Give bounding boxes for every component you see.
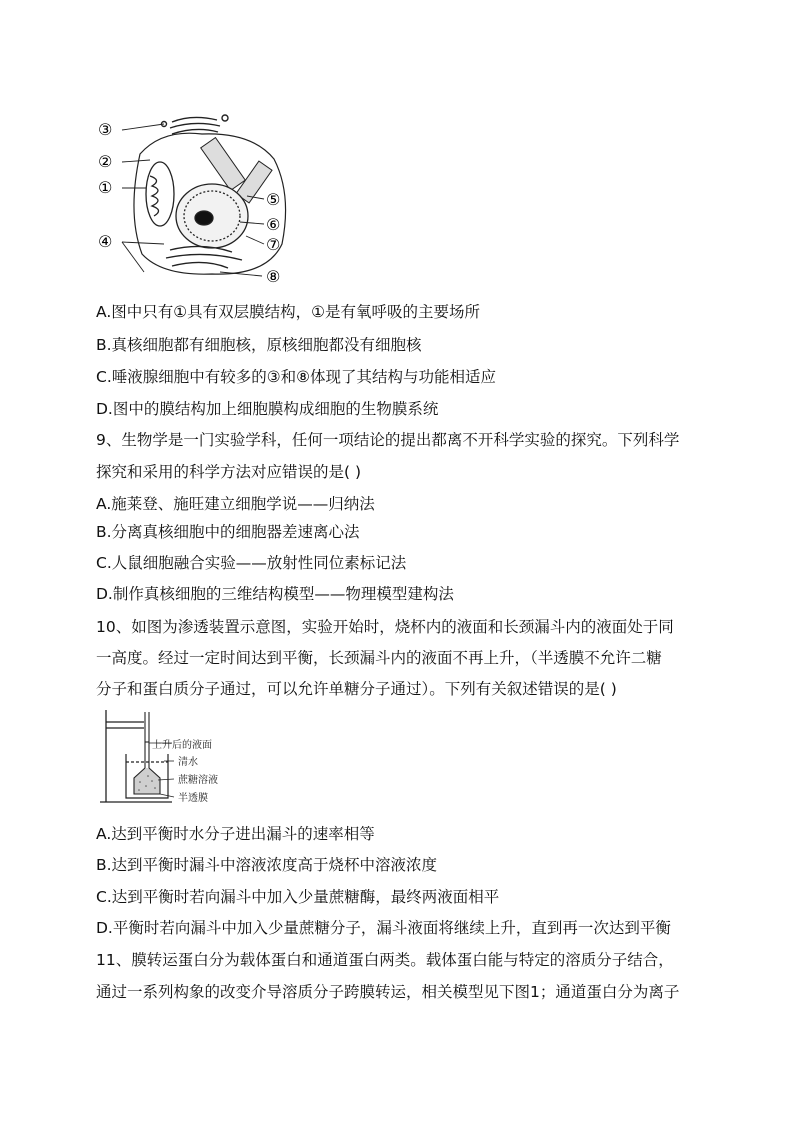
cell-label-5: ⑤ — [266, 190, 281, 209]
golgi-apparatus — [162, 115, 229, 134]
q10-option-b: B.达到平衡时漏斗中溶液浓度高于烧杯中溶液浓度 — [96, 856, 438, 874]
cell-label-3: ③ — [98, 120, 113, 139]
q9-option-c: C.人鼠细胞融合实验——放射性同位素标记法 — [96, 554, 407, 572]
cell-label-2: ② — [98, 152, 113, 171]
label-rising-level: 上升后的液面 — [152, 740, 212, 751]
cell-label-1: ① — [98, 178, 113, 197]
q9-option-d: D.制作真核细胞的三维结构模型——物理模型建构法 — [96, 585, 454, 603]
q9-option-a: A.施莱登、施旺建立细胞学说——归纳法 — [96, 495, 375, 513]
q8-option-c: C.唾液腺细胞中有较多的③和⑧体现了其结构与功能相适应 — [96, 368, 497, 386]
q10-stem-line-1: 10、如图为渗透装置示意图，实验开始时，烧杯内的液面和长颈漏斗内的液面处于同 — [96, 618, 674, 636]
q10-stem-line-3: 分子和蛋白质分子通过，可以允许单糖分子通过）。下列有关叙述错误的是( ) — [96, 680, 617, 698]
q11-stem-line-1: 11、膜转运蛋白分为载体蛋白和通道蛋白两类。载体蛋白能与特定的溶质分子结合， — [96, 951, 674, 969]
q10-option-a: A.达到平衡时水分子进出漏斗的速率相等 — [96, 825, 375, 843]
cell-structure-figure — [92, 104, 302, 290]
cell-label-6: ⑥ — [266, 215, 281, 234]
q10-option-c: C.达到平衡时若向漏斗中加入少量蔗糖酶，最终两液面相平 — [96, 888, 500, 906]
q9-stem-line-1: 9、生物学是一门实验学科，任何一项结论的提出都离不开科学实验的探究。下列科学 — [96, 431, 680, 449]
q9-option-b: B.分离真核细胞中的细胞器差速离心法 — [96, 523, 360, 541]
cell-label-7: ⑦ — [266, 235, 281, 254]
cell-label-4: ④ — [98, 232, 113, 251]
q11-stem-line-2: 通过一系列构象的改变介导溶质分子跨膜转运，相关模型见下图1；通道蛋白分为离子 — [96, 983, 680, 1001]
cell-label-8: ⑧ — [266, 267, 281, 286]
q8-option-a: A.图中只有①具有双层膜结构，①是有氧呼吸的主要场所 — [96, 303, 481, 321]
q10-stem-line-2: 一高度。经过一定时间达到平衡，长颈漏斗内的液面不再上升，（半透膜不允许二糖 — [96, 649, 662, 667]
endoplasmic-reticulum — [166, 246, 242, 268]
funnel — [134, 712, 160, 794]
q10-option-d: D.平衡时若向漏斗中加入少量蔗糖分子，漏斗液面将继续上升，直到再一次达到平衡 — [96, 919, 671, 937]
label-water: 清水 — [178, 757, 198, 768]
q8-option-b: B.真核细胞都有细胞核，原核细胞都没有细胞核 — [96, 336, 422, 354]
label-semipermeable-membrane: 半透膜 — [178, 793, 208, 804]
q8-option-d: D.图中的膜结构加上细胞膜构成细胞的生物膜系统 — [96, 400, 439, 418]
nucleus — [176, 184, 248, 248]
mitochondrion — [146, 162, 174, 226]
osmosis-apparatus-figure — [92, 706, 272, 814]
label-sucrose-solution: 蔗糖溶液 — [178, 775, 218, 786]
q9-stem-line-2: 探究和采用的科学方法对应错误的是( ) — [96, 463, 362, 481]
